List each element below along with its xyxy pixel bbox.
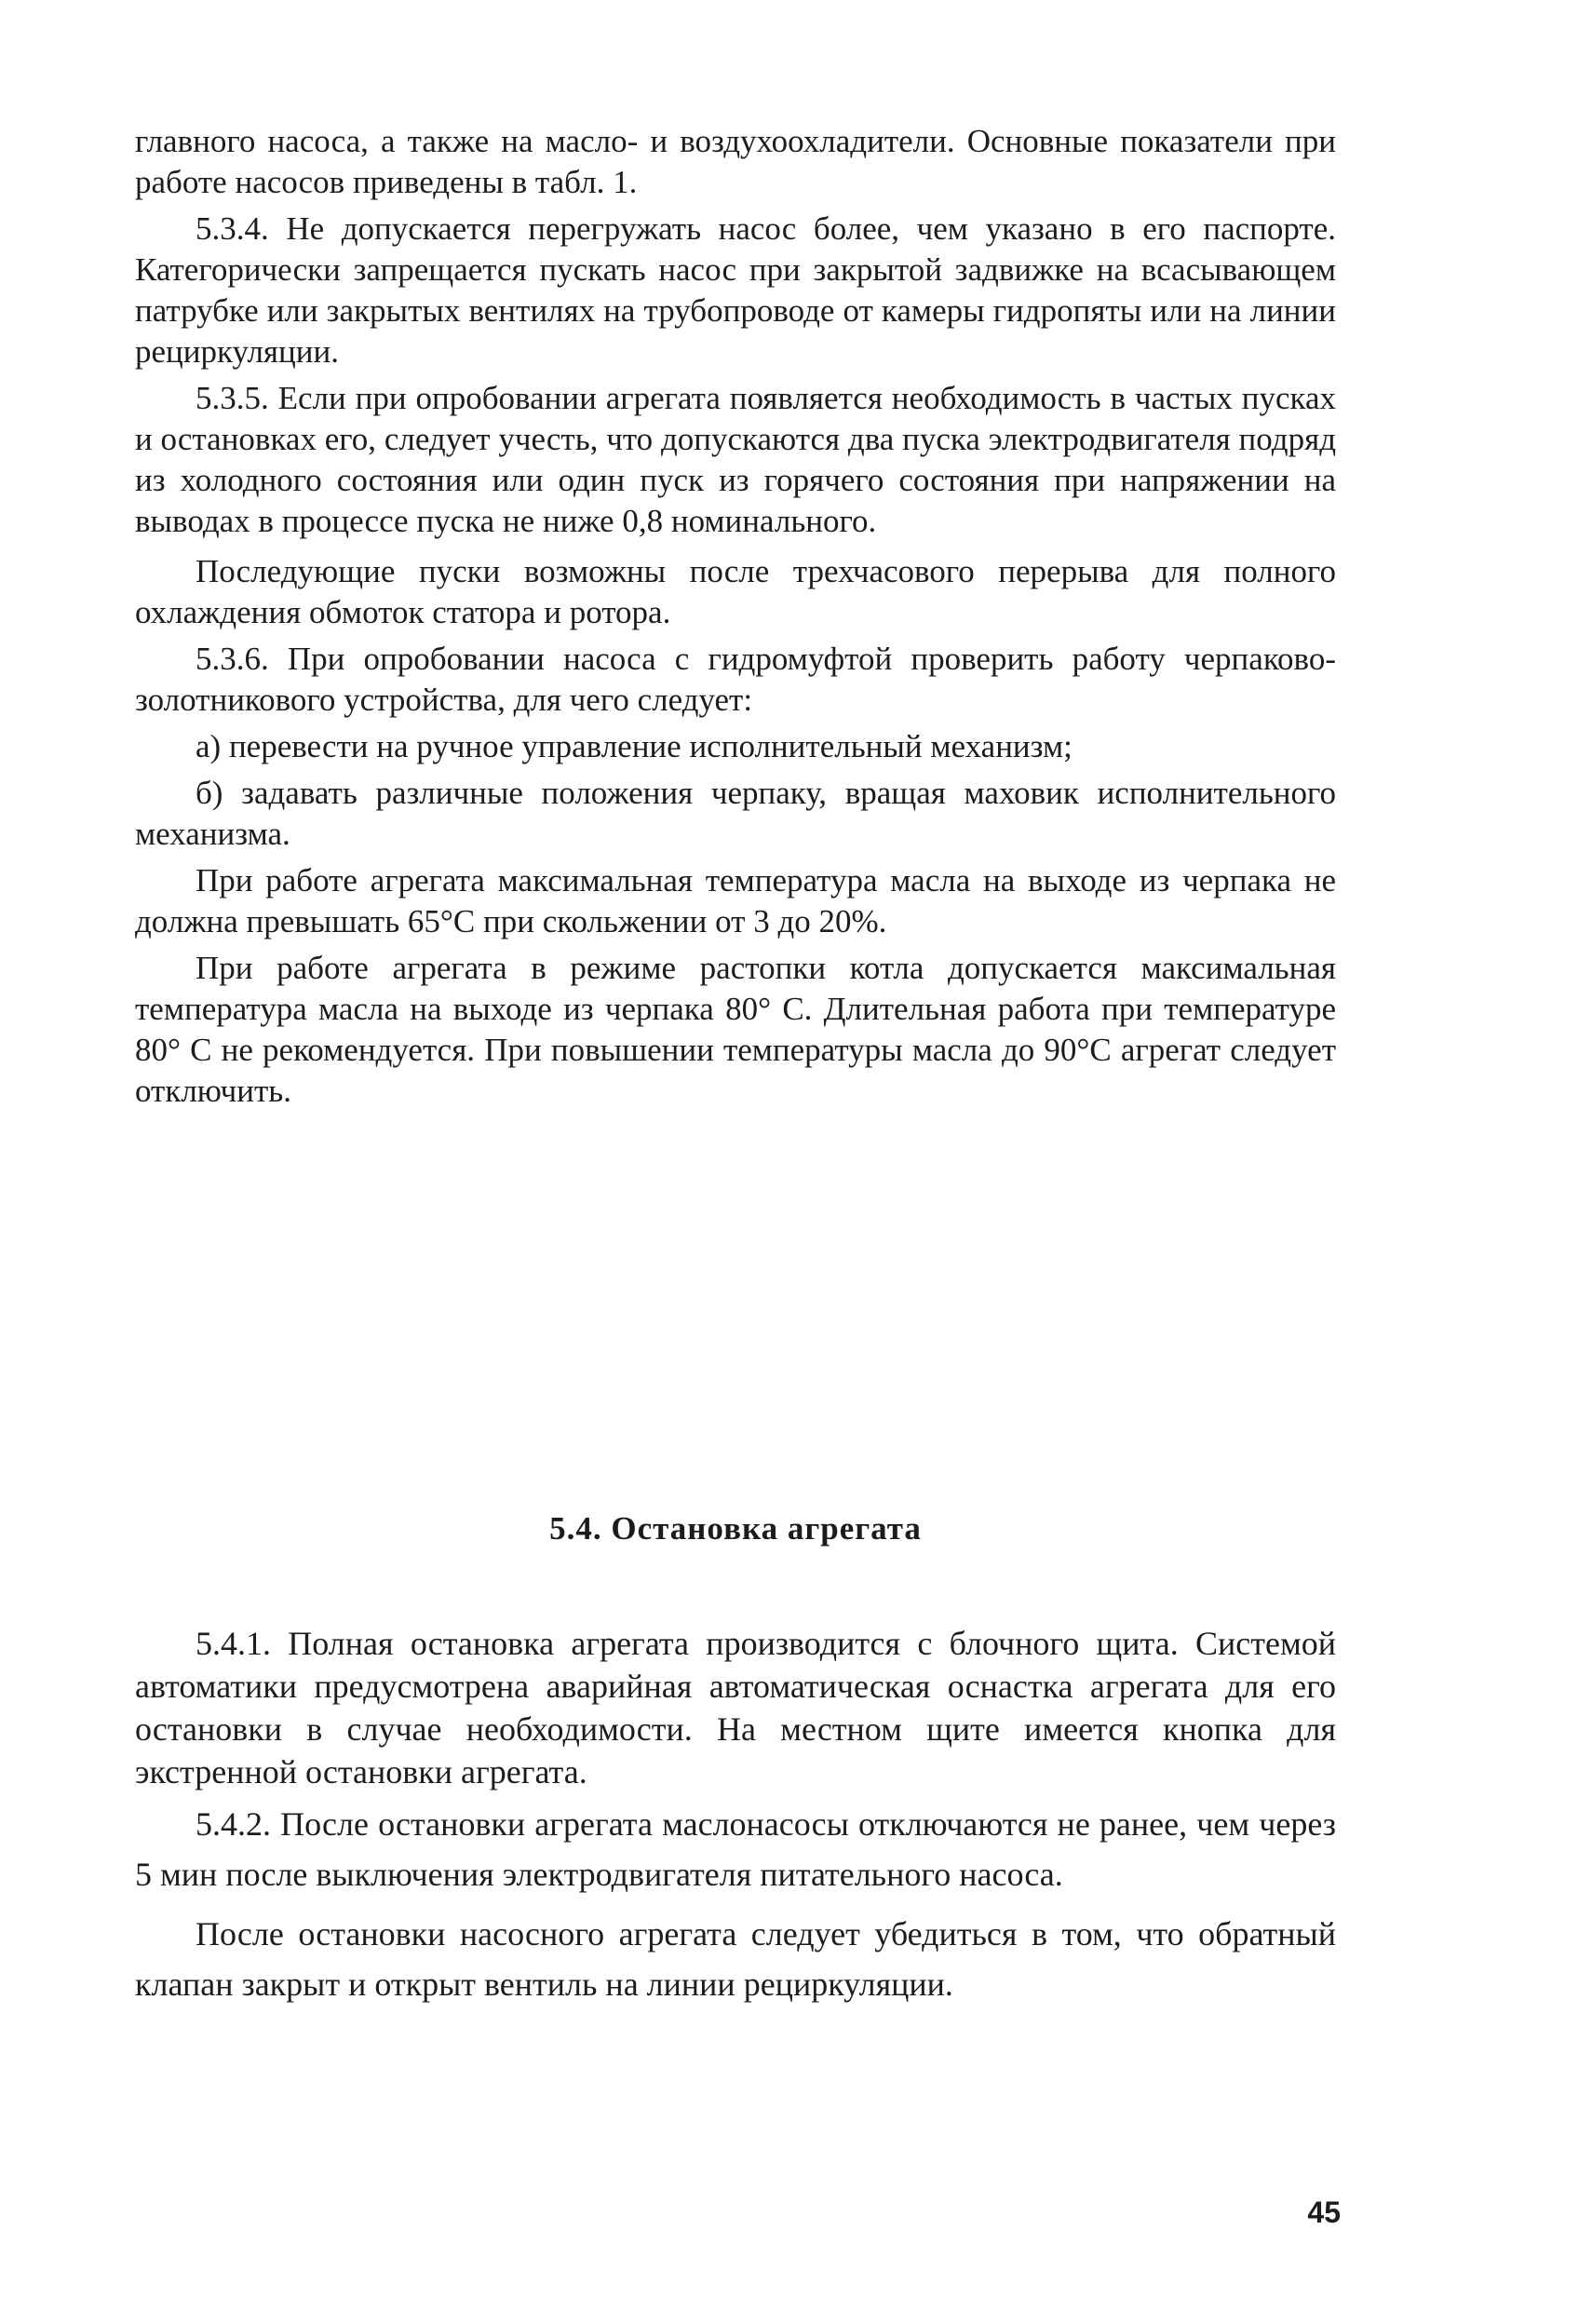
page-number: 45 [1307,2196,1341,2229]
section-5-3-continuation [135,121,1336,1112]
list-item-b: б) задавать различные положения черпаку, вращая маховик исполнительного механизма. [135,775,1336,852]
paragraph-check-valve: После остановки насосного агрегата следует убедиться в том, что обратный клапан закрыт и открыт вентиль на линии рециркуляции. [135,1915,1336,2003]
paragraph-5-3-5: 5.3.5. Если при опробовании агрегата появляется необходимость в частых пусках и остановках его, следует учесть, что допускаются два пуска электродвигателя подряд из холодного состояния или один пуск из горячего состояния при напряжении на выводах в процессе пуска не ниже 0,8 номинального. [135,380,1336,539]
paragraph-main-pump-continuation: главного насоса, а также на масло- и воздухоохладители. Основные показатели при работе насосов приведены в табл. 1. [135,123,1336,200]
paragraph-5-4-1: 5.4.1. Полная остановка агрегата производится с блочного щита. Системой автоматики предусмотрена аварийная автоматическая оснастка агрегата для его остановки в случае необходимости. На местном щите имеется кнопка для экстренной остановки агрегата. [135,1625,1336,1790]
section-5-4-body [135,1622,1336,2009]
paragraph-5-3-6: 5.3.6. При опробовании насоса с гидромуфтой проверить работу черпаково-золотникового устройства, для чего следует: [135,641,1336,718]
paragraph-oil-temperature-limit: При работе агрегата максимальная температура масла на выходе из черпака не должна превышать 65°С при скольжении от 3 до 20%. [135,862,1336,939]
paragraph-5-3-4: 5.3.4. Не допускается перегружать насос более, чем указано в его паспорте. Категорически запрещается пускать насос при закрытой задвижке на всасывающем патрубке или закрытых вентилях на трубопроводе от камеры гидропяты или на линии рециркуляции. [135,210,1336,370]
list-item-a: а) перевести на ручное управление исполнительный механизм; [196,728,1073,764]
section-heading-5-4: 5.4. Остановка агрегата [549,1510,922,1547]
paragraph-subsequent-starts: Последующие пуски возможны после трехчасового перерыва для полного охлаждения обмоток статора и ротора. [135,553,1336,630]
paragraph-boiler-startup-mode: При работе агрегата в режиме растопки котла допускается максимальная температура масла на выходе из черпака 80° С. Длительная работа при температуре 80° С не рекомендуется. При повышении температуры масла до 90°С агрегат следует отключить. [135,950,1336,1109]
paragraph-5-4-2: 5.4.2. После остановки агрегата маслонасосы отключаются не ранее, чем через 5 мин после выключения электродвигателя питательного насоса. [135,1805,1336,1893]
